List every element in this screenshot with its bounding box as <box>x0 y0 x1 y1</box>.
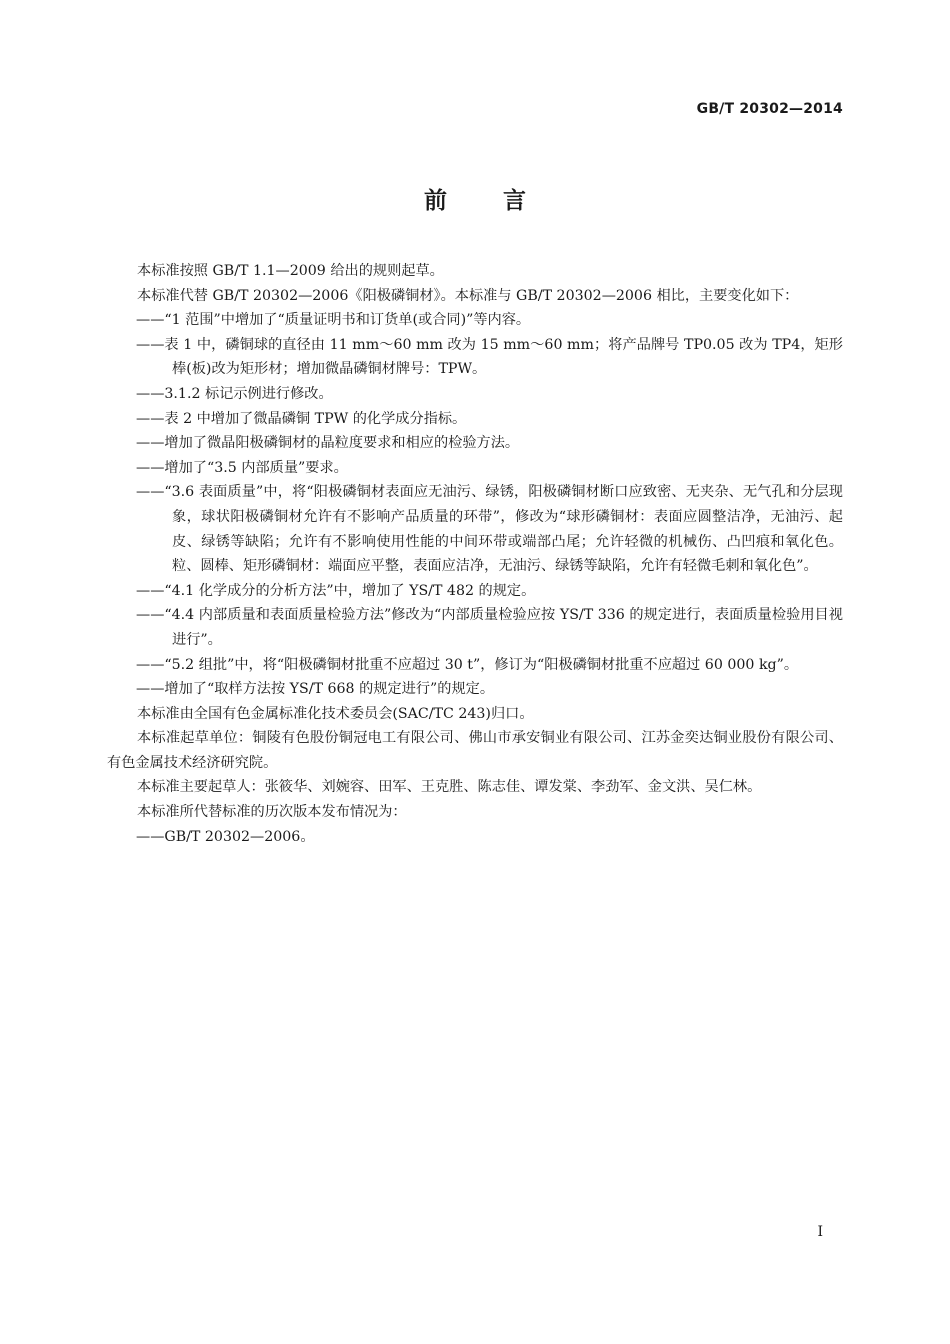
change-item: ——“4.1 化学成分的分析方法”中，增加了 YS/T 482 的规定。 <box>136 582 536 599</box>
history-list <box>107 825 843 850</box>
change-item: ——增加了“取样方法按 YS/T 668 的规定进行”的规定。 <box>136 681 495 698</box>
change-item: ——“5.2 组批”中，将“阳极磷铜材批重不应超过 30 t”，修订为“阳极磷铜材批重不应超过 60 000 kg”。 <box>136 656 799 673</box>
history-item: ——GB/T 20302—2006。 <box>136 828 315 845</box>
paragraph-centralized-by: 本标准由全国有色金属标准化技术委员会(SAC/TC 243)归口。 <box>137 705 534 722</box>
page-number: I <box>817 1224 823 1240</box>
paragraph-drafting-rules: 本标准按照 GB/T 1.1—2009 给出的规则起草。 <box>137 263 444 279</box>
standard-code: GB/T 20302—2014 <box>696 101 843 117</box>
paragraph-replacement: 本标准代替 GB/T 20302—2006《阳极磷铜材》。本标准与 GB/T 20302—2006 相比，主要变化如下： <box>137 287 799 304</box>
paragraph-drafting-units: 本标准起草单位：铜陵有色股份铜冠电工有限公司、佛山市承安铜业有限公司、江苏金奕达铜业股份有限公司、有色金属技术经济研究院。 <box>107 730 843 771</box>
paragraph-drafters: 本标准主要起草人：张筱华、刘婉容、田军、王克胜、陈志佳、谭发棠、李劲军、金文洪、吴仁林。 <box>137 779 762 796</box>
change-item: ——表 1 中，磷铜球的直径由 11 mm～60 mm 改为 15 mm～60 mm；将产品牌号 TP0.05 改为 TP4，矩形棒(板)改为矩形材；增加微晶磷铜材牌号：TPW。 <box>136 336 843 378</box>
change-item: ——“4.4 内部质量和表面质量检验方法”修改为“内部质量检验应按 YS/T 336 的规定进行，表面质量检验用目视进行”。 <box>136 607 843 648</box>
change-item: ——“3.6 表面质量”中，将“阳极磷铜材表面应无油污、绿锈，阳极磷铜材断口应致密、无夹杂、无气孔和分层现象，球状阳极磷铜材允许有不影响产品质量的环带”，修改为“球形磷铜材：表面应圆整洁净，无油污、起皮、绿锈等缺陷；允许有不影响使用性能的中间环带或端部凸尾；允许轻微的机械伤、凸凹痕和氧化色。粒、圆棒、矩形磷铜材：端面应平整，表面应洁净，无油污、绿锈等缺陷，允许有轻微毛刺和氧化色”。 <box>136 484 843 575</box>
change-item: ——表 2 中增加了微晶磷铜 TPW 的化学成分指标。 <box>136 410 467 427</box>
change-item: ——增加了微晶阳极磷铜材的晶粒度要求和相应的检验方法。 <box>136 435 520 452</box>
title-part-1: 前 <box>424 188 447 214</box>
title-part-2: 言 <box>503 188 526 214</box>
page-title <box>0 182 950 215</box>
change-item: ——“1 范围”中增加了“质量证明书和订货单(或合同)”等内容。 <box>136 312 531 329</box>
paragraph-previous-editions: 本标准所代替标准的历次版本发布情况为： <box>137 804 407 821</box>
change-item: ——增加了“3.5 内部质量”要求。 <box>136 459 348 476</box>
change-item: ——3.1.2 标记示例进行修改。 <box>136 385 333 402</box>
changes-list <box>107 308 843 702</box>
document-body <box>107 259 843 849</box>
